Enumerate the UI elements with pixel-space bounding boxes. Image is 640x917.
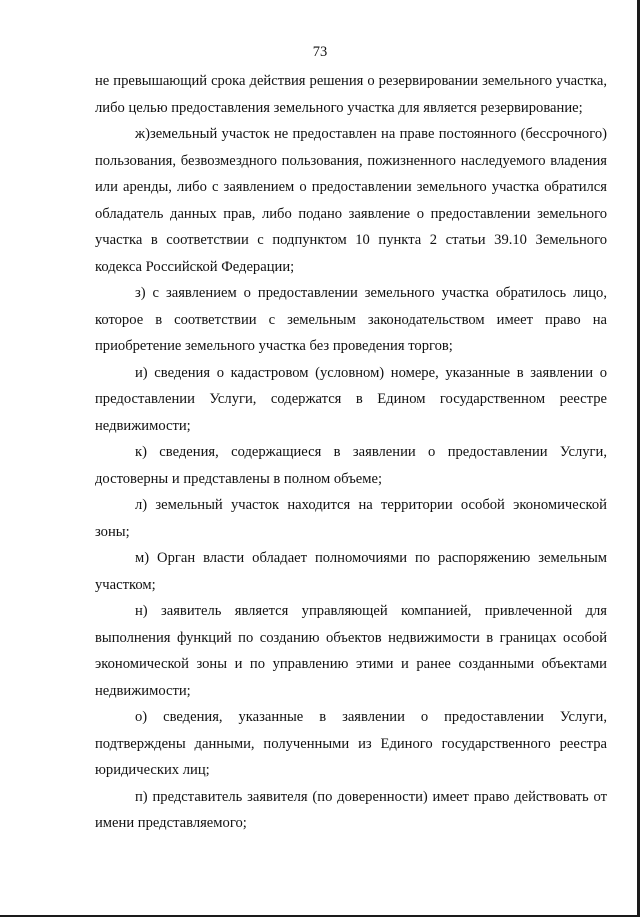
paragraph-item-p: п) представитель заявителя (по доверенности) имеет право действовать от имени представляемого; — [95, 788, 607, 831]
paragraph-item-o: о) сведения, указанные в заявлении о предоставлении Услуги, подтверждены данными, полученными из Единого государственного реестра юридических лиц; — [95, 709, 607, 778]
paragraph-continuation: не превышающий срока действия решения о резервировании земельного участка, либо целью предоставления земельного участка для является резервирование; — [95, 73, 607, 116]
paragraph-item-l: л) земельный участок находится на территории особой экономической зоны; — [95, 497, 607, 540]
paragraph-item-n: н) заявитель является управляющей компанией, привлеченной для выполнения функций по созданию объектов недвижимости в границах особой экономической зоны и по управлению этими и ранее созданными объектами недвижимости; — [95, 603, 607, 699]
paragraph-item-z: з) с заявлением о предоставлении земельного участка обратилось лицо, которое в соответствии с земельным законодательством имеет право на приобретение земельного участка без проведения торгов; — [95, 285, 607, 354]
page-number: 73 — [312, 44, 328, 60]
paragraph-item-zh: ж)земельный участок не предоставлен на праве постоянного (бессрочного) пользования, безвозмездного пользования, пожизненного наследуемого владения или аренды, либо с заявлением о предоставлении земельного участка обратился обладатель данных прав, либо подано заявление о предоставлении земельного участка в соответствии с подпунктом 10 пункта 2 статьи 39.10 Земельного кодекса Российской Федерации; — [95, 126, 607, 275]
paragraph-item-m: м) Орган власти обладает полномочиями по распоряжению земельным участком; — [95, 550, 607, 593]
document-body — [95, 68, 607, 837]
paragraph-item-i: и) сведения о кадастровом (условном) номере, указанные в заявлении о предоставлении Услуги, содержатся в Едином государственном реестре недвижимости; — [95, 364, 607, 434]
paragraph-item-k: к) сведения, содержащиеся в заявлении о предоставлении Услуги, достоверны и представлены в полном объеме; — [95, 444, 607, 487]
